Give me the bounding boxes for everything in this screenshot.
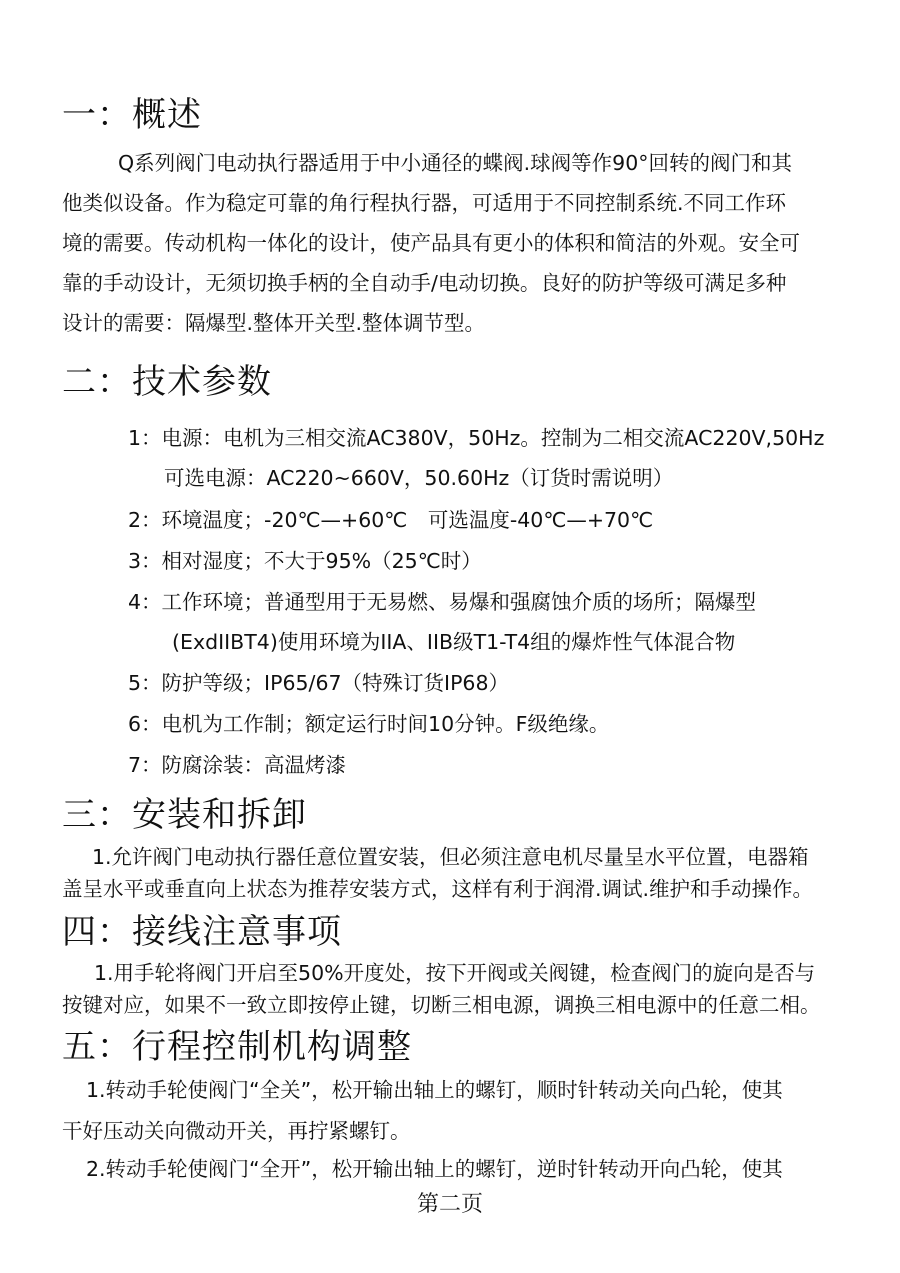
page-number: 第二页 [416, 1192, 483, 1217]
section-1-line: Q系列阀门电动执行器适用于中小通径的蝶阀.球阀等作90°回转的阀门和其 [118, 151, 792, 175]
section-3-heading: 三：安装和拆卸 [62, 795, 307, 835]
spec-item: 2：环境温度；-20℃—+60℃ 可选温度-40℃—+70℃ [128, 508, 654, 532]
spec-item-continuation: (ExdIIBT4)使用环境为IIA、IIB级T1-T4组的爆炸性气体混合物 [172, 630, 736, 654]
spec-item: 5：防护等级；IP65/67（特殊订货IP68） [128, 671, 510, 695]
section-5-heading: 五：行程控制机构调整 [62, 1027, 412, 1067]
section-4-line: 1.用手轮将阀门开启至50%开度处，按下开阀或关阀键，检查阀门的旋向是否与 [94, 961, 816, 985]
section-1-line: 设计的需要：隔爆型.整体开关型.整体调节型。 [62, 311, 486, 335]
spec-item: 1：电源：电机为三相交流AC380V，50Hz。控制为二相交流AC220V,50Hz [128, 426, 825, 450]
spec-item: 3：相对湿度；不大于95%（25℃时） [128, 549, 482, 573]
section-2-heading: 二：技术参数 [62, 362, 272, 402]
spec-item-continuation: 可选电源：AC220~660V，50.60Hz（订货时需说明） [164, 466, 674, 490]
section-4-line: 按键对应，如果不一致立即按停止键，切断三相电源，调换三相电源中的任意二相。 [62, 993, 821, 1017]
spec-item: 7：防腐涂装：高温烤漆 [128, 753, 347, 777]
section-1-line: 靠的手动设计，无须切换手柄的全自动手/电动切换。良好的防护等级可满足多种 [62, 271, 787, 295]
section-5-line: 干好压动关向微动开关，再拧紧螺钉。 [62, 1119, 411, 1143]
section-5-line: 1.转动手轮使阀门“全关”，松开输出轴上的螺钉，顺时针转动关向凸轮，使其 [86, 1078, 783, 1102]
section-3-line: 盖呈水平或垂直向上状态为推荐安装方式，这样有利于润滑.调试.维护和手动操作。 [62, 877, 814, 901]
spec-item: 4：工作环境；普通型用于无易燃、易爆和强腐蚀介质的场所；隔爆型 [128, 590, 757, 614]
section-1-heading: 一：概述 [62, 95, 202, 135]
section-5-line: 2.转动手轮使阀门“全开”，松开输出轴上的螺钉，逆时针转动开向凸轮，使其 [86, 1157, 783, 1181]
section-1-line: 境的需要。传动机构一体化的设计，使产品具有更小的体积和简洁的外观。安全可 [62, 231, 800, 255]
section-1-line: 他类似设备。作为稳定可靠的角行程执行器，可适用于不同控制系统.不同工作环 [62, 191, 787, 215]
section-3-line: 1.允许阀门电动执行器任意位置安装，但必须注意电机尽量呈水平位置，电器箱 [92, 845, 809, 869]
spec-item: 6：电机为工作制；额定运行时间10分钟。F级绝缘。 [128, 712, 610, 736]
section-4-heading: 四：接线注意事项 [62, 912, 342, 952]
